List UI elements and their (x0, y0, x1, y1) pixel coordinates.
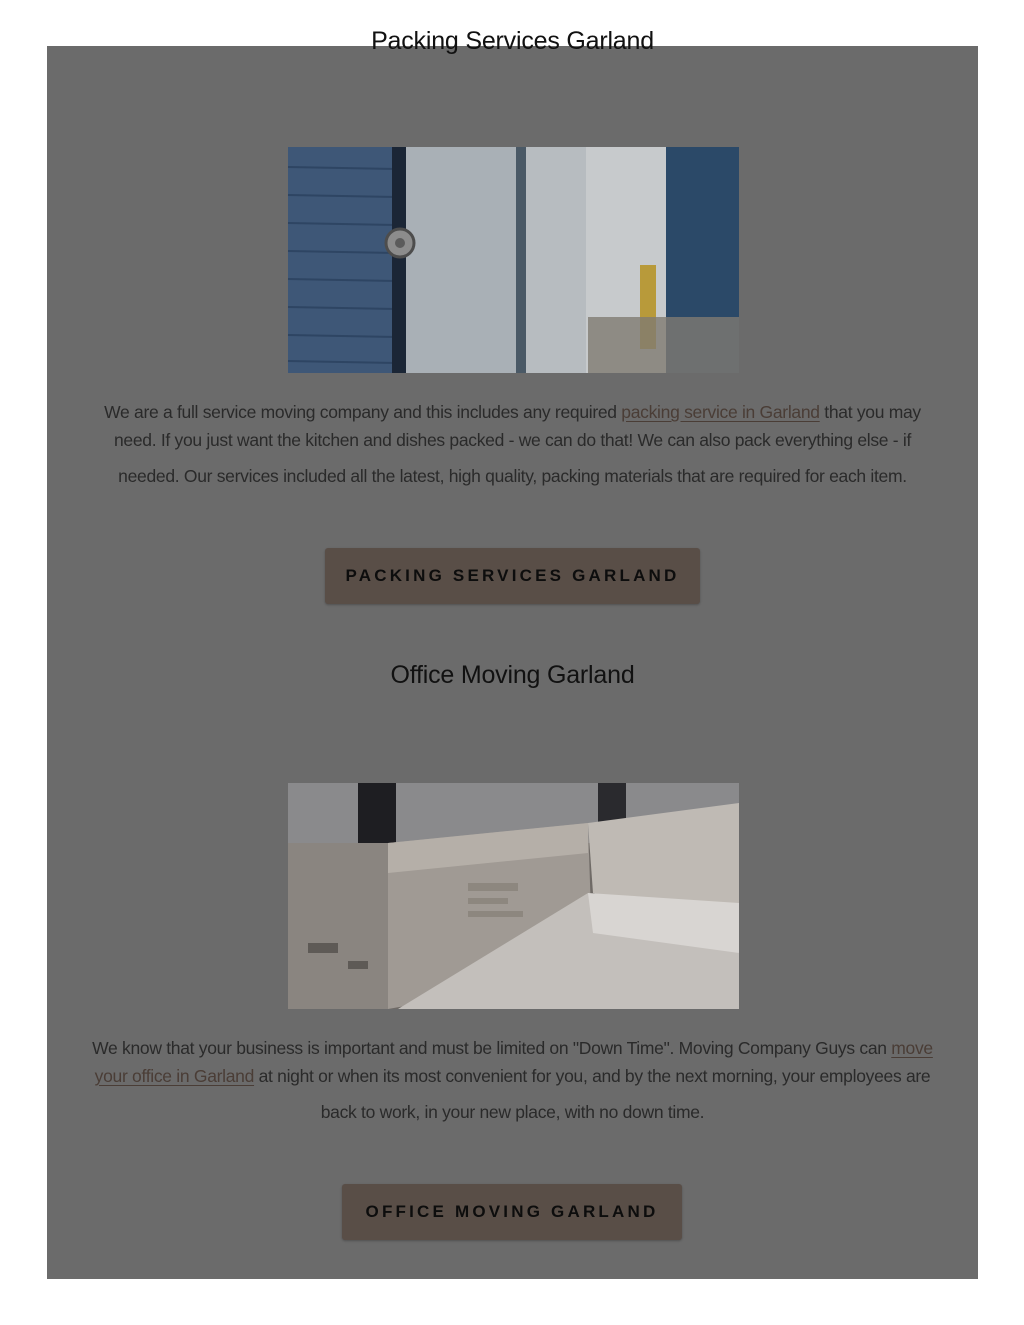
content-panel (47, 27, 978, 1279)
office-text-1: We know that your business is important and must be limited on "Down Time". Moving Company Guys can (92, 1038, 892, 1058)
cardboard-boxes-photo (288, 783, 739, 1009)
storage-unit-photo (288, 147, 739, 373)
office-moving-button[interactable]: OFFICE MOVING GARLAND (342, 1184, 682, 1240)
office-text-3: back to work, in your new place, with no down time. (320, 1102, 705, 1122)
packing-service-link[interactable]: packing service in Garland (621, 402, 820, 422)
office-text-2: at night or when its most convenient for you, and by the next morning, your employees are (254, 1066, 931, 1086)
packing-heading: Packing Services Garland (371, 27, 654, 55)
packing-text-4: needed. Our services included all the latest, high quality, packing materials that are required for each item. (118, 466, 907, 486)
storage-unit-icon (288, 147, 739, 373)
packing-text-1: We are a full service moving company and this includes any required (104, 402, 622, 422)
office-move-link-part2[interactable]: your office in Garland (94, 1066, 255, 1086)
office-move-link-part1[interactable]: move (891, 1038, 933, 1058)
packing-text-3: need. If you just want the kitchen and dishes packed - we can do that! We can also pack everything else - if (113, 430, 912, 450)
cardboard-boxes-icon (288, 783, 739, 1009)
office-heading: Office Moving Garland (390, 661, 635, 689)
packing-services-button[interactable]: PACKING SERVICES GARLAND (325, 548, 700, 604)
packing-text-2: that you may (819, 402, 921, 422)
